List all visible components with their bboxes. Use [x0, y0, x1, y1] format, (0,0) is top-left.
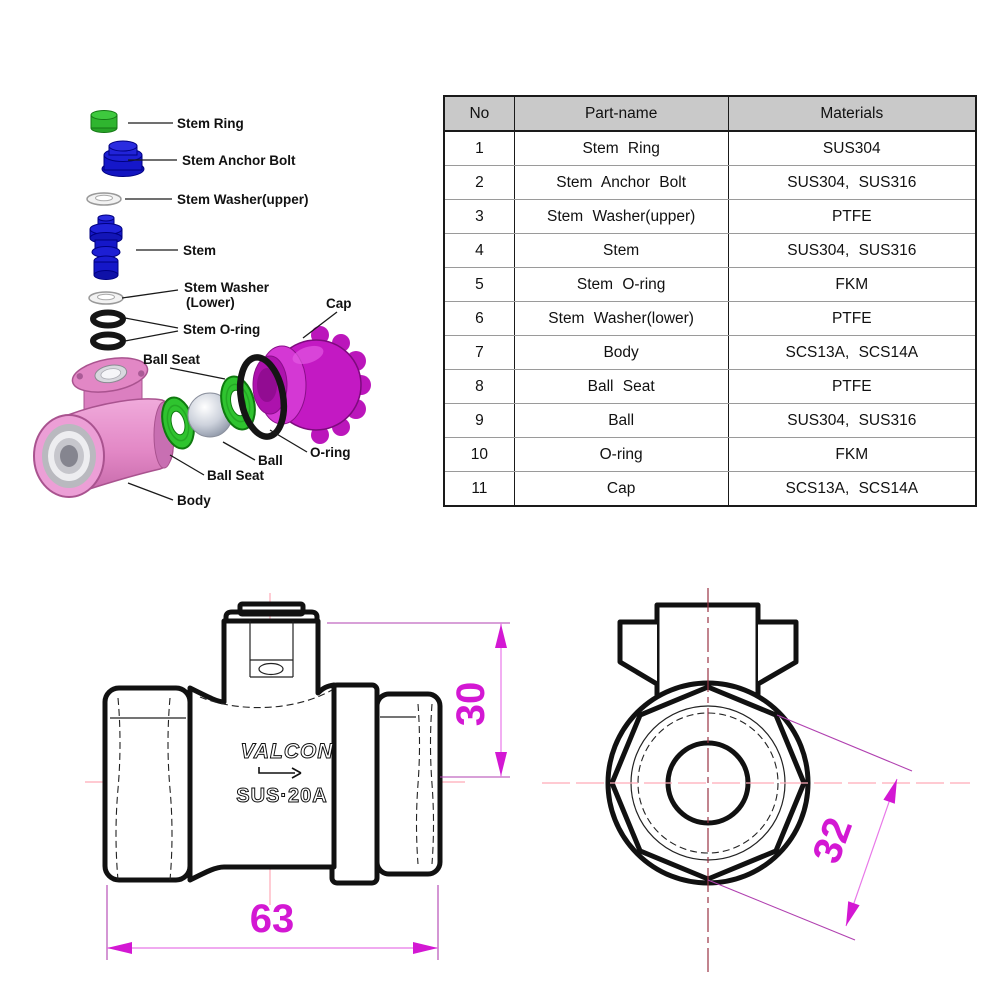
cell-materials: PTFE [728, 200, 976, 234]
dim-32-text: 32 [804, 812, 862, 869]
cell-no: 11 [444, 472, 514, 507]
label-body: Body [177, 493, 211, 508]
stem-cap [226, 604, 317, 621]
cap-part-icon [253, 326, 371, 444]
label-ball-seat-bottom: Ball Seat [207, 468, 265, 483]
cell-materials: SUS304 [728, 131, 976, 166]
table-row [444, 438, 976, 472]
cell-materials: FKM [728, 268, 976, 302]
table-row [444, 302, 976, 336]
pipe-end-left [105, 688, 190, 880]
body-part-icon [34, 353, 174, 497]
table-row [444, 234, 976, 268]
cell-materials: SUS304, SUS316 [728, 166, 976, 200]
label-stem-washer-upper: Stem Washer(upper) [177, 192, 309, 207]
header-part-name: Part-name [514, 96, 728, 131]
label-ball: Ball [258, 453, 283, 468]
label-stem-washer-lower-2: (Lower) [186, 295, 235, 310]
end-view-drawing [540, 580, 1000, 1000]
label-stem-washer-lower-1: Stem Washer [184, 280, 270, 295]
label-stem-ring: Stem Ring [177, 116, 244, 131]
cell-part-name: Cap [514, 472, 728, 507]
header-materials: Materials [728, 96, 976, 131]
dim-63-text: 63 [249, 897, 295, 941]
stem-part-icon [90, 215, 122, 280]
pipe-end-right [377, 694, 440, 874]
label-ball-seat-top: Ball Seat [143, 352, 201, 367]
label-cap: Cap [326, 296, 352, 311]
cell-materials: PTFE [728, 370, 976, 404]
stem-anchor-bolt-part-icon [102, 141, 144, 177]
cell-materials: SUS304, SUS316 [728, 404, 976, 438]
union-nut-flange [332, 685, 377, 883]
table-row [444, 268, 976, 302]
table-row [444, 404, 976, 438]
cell-no: 1 [444, 131, 514, 166]
cell-materials: SCS13A, SCS14A [728, 336, 976, 370]
cell-part-name: Stem [514, 234, 728, 268]
table-row [444, 131, 976, 166]
cell-materials: SUS304, SUS316 [728, 234, 976, 268]
stem-ring-part-icon [91, 111, 117, 133]
parts-materials-table [443, 95, 977, 507]
header-no: No [444, 96, 514, 131]
marking-text: SUS·20A [236, 785, 328, 807]
cell-no: 8 [444, 370, 514, 404]
table-row [444, 166, 976, 200]
cell-part-name: Stem Washer(lower) [514, 302, 728, 336]
cell-part-name: Stem O-ring [514, 268, 728, 302]
table-header-row [444, 96, 976, 131]
brand-text: VALCON [240, 740, 334, 763]
front-view-drawing [60, 580, 530, 1000]
cell-no: 4 [444, 234, 514, 268]
cell-part-name: Stem Anchor Bolt [514, 166, 728, 200]
table-row [444, 336, 976, 370]
cell-part-name: Stem Ring [514, 131, 728, 166]
cell-no: 5 [444, 268, 514, 302]
label-stem-o-ring: Stem O-ring [183, 322, 261, 337]
cell-no: 3 [444, 200, 514, 234]
exploded-view-diagram [20, 85, 440, 525]
cell-no: 9 [444, 404, 514, 438]
cell-part-name: O-ring [514, 438, 728, 472]
label-stem: Stem [183, 243, 217, 258]
cell-no: 6 [444, 302, 514, 336]
dim-30-text: 30 [449, 681, 493, 727]
cell-part-name: Ball Seat [514, 370, 728, 404]
cell-materials: FKM [728, 438, 976, 472]
dimension-63 [107, 885, 438, 960]
table-row [444, 200, 976, 234]
cell-materials: PTFE [728, 302, 976, 336]
label-o-ring: O-ring [310, 445, 351, 460]
table-row [444, 370, 976, 404]
label-stem-anchor-bolt: Stem Anchor Bolt [182, 153, 296, 168]
cell-no: 2 [444, 166, 514, 200]
cell-part-name: Body [514, 336, 728, 370]
stem-o-ring-part-icon [93, 313, 123, 348]
cell-no: 10 [444, 438, 514, 472]
table-row [444, 472, 976, 507]
stem-washer-upper-part-icon [87, 193, 121, 205]
cell-no: 7 [444, 336, 514, 370]
cell-materials: SCS13A, SCS14A [785, 479, 919, 497]
stem-washer-lower-part-icon [89, 292, 123, 304]
cell-part-name: Ball [514, 404, 728, 438]
cell-part-name: Stem Washer(upper) [514, 200, 728, 234]
